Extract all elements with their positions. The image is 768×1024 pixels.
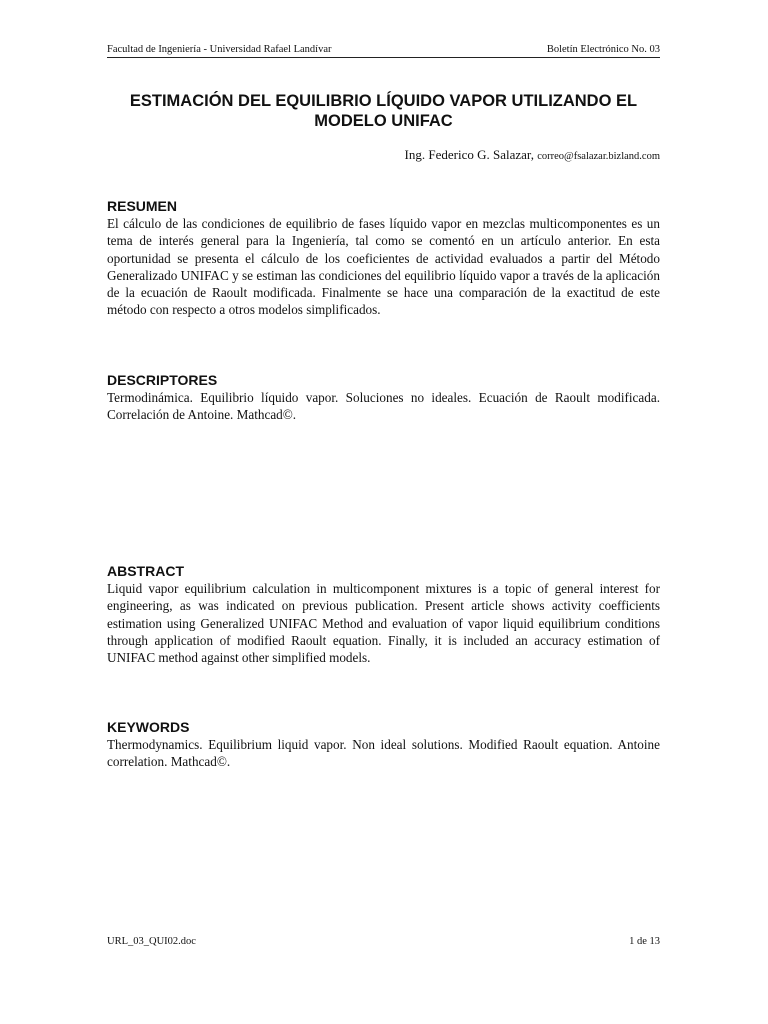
section-heading-abstract: ABSTRACT: [107, 563, 184, 579]
section-body-resumen: El cálculo de las condiciones de equilibrio de fases líquido vapor en mezclas multicomponentes es un tema de interés general para la Ingeniería, tal como se comentó en un artículo anterior. En esta oportunidad se presenta el cálculo de los coeficientes de actividad evaluados a partir del Método Generalizado UNIFAC y se estiman las condiciones del equilibrio líquido vapor a través de la aplicación de la ecuación de Raoult modificada. Finalmente se hace una comparación de la exactitud de este método con respecto a otros modelos simplificados.: [107, 216, 660, 318]
section-body-keywords: Thermodynamics. Equilibrium liquid vapor. Non ideal solutions. Modified Raoult equation. Antoine correlation. Mathcad©.: [107, 737, 660, 770]
section-keywords: [107, 718, 660, 771]
document-title: ESTIMACIÓN DEL EQUILIBRIO LÍQUIDO VAPOR UTILIZANDO EL MODELO UNIFAC: [129, 92, 638, 130]
section-heading-keywords: KEYWORDS: [107, 719, 190, 735]
section-body-abstract: Liquid vapor equilibrium calculation in multicomponent mixtures is a topic of general interest for engineering, as was indicated on previous publication. Present article shows activity coefficients estimation using Generalized UNIFAC Method and evaluation of vapor liquid equilibrium conditions through application of modified Raoult equation. Finally, it is included an accuracy estimation of UNIFAC method against other simplified models.: [107, 581, 660, 666]
section-heading-descriptores: DESCRIPTORES: [107, 372, 218, 388]
author-line: [107, 146, 660, 166]
header-bulletin: Boletín Electrónico No. 03: [546, 44, 660, 55]
section-descriptores: [107, 371, 660, 424]
footer-filename: URL_03_QUI02.doc: [107, 936, 196, 947]
running-header: [107, 43, 660, 58]
footer-page-number: 1 de 13: [629, 936, 660, 947]
section-body-descriptores: Termodinámica. Equilibrio líquido vapor. Soluciones no ideales. Ecuación de Raoult modificada. Correlación de Antoine. Mathcad©.: [107, 390, 660, 423]
author-email: correo@fsalazar.bizland.com: [537, 151, 660, 162]
section-resumen: [107, 197, 660, 319]
page-footer: [107, 935, 660, 949]
author-name: Ing. Federico G. Salazar,: [404, 147, 534, 162]
section-heading-resumen: RESUMEN: [107, 198, 178, 214]
section-abstract: [107, 562, 660, 666]
header-institution: Facultad de Ingeniería - Universidad Rafael Landívar: [107, 44, 332, 55]
